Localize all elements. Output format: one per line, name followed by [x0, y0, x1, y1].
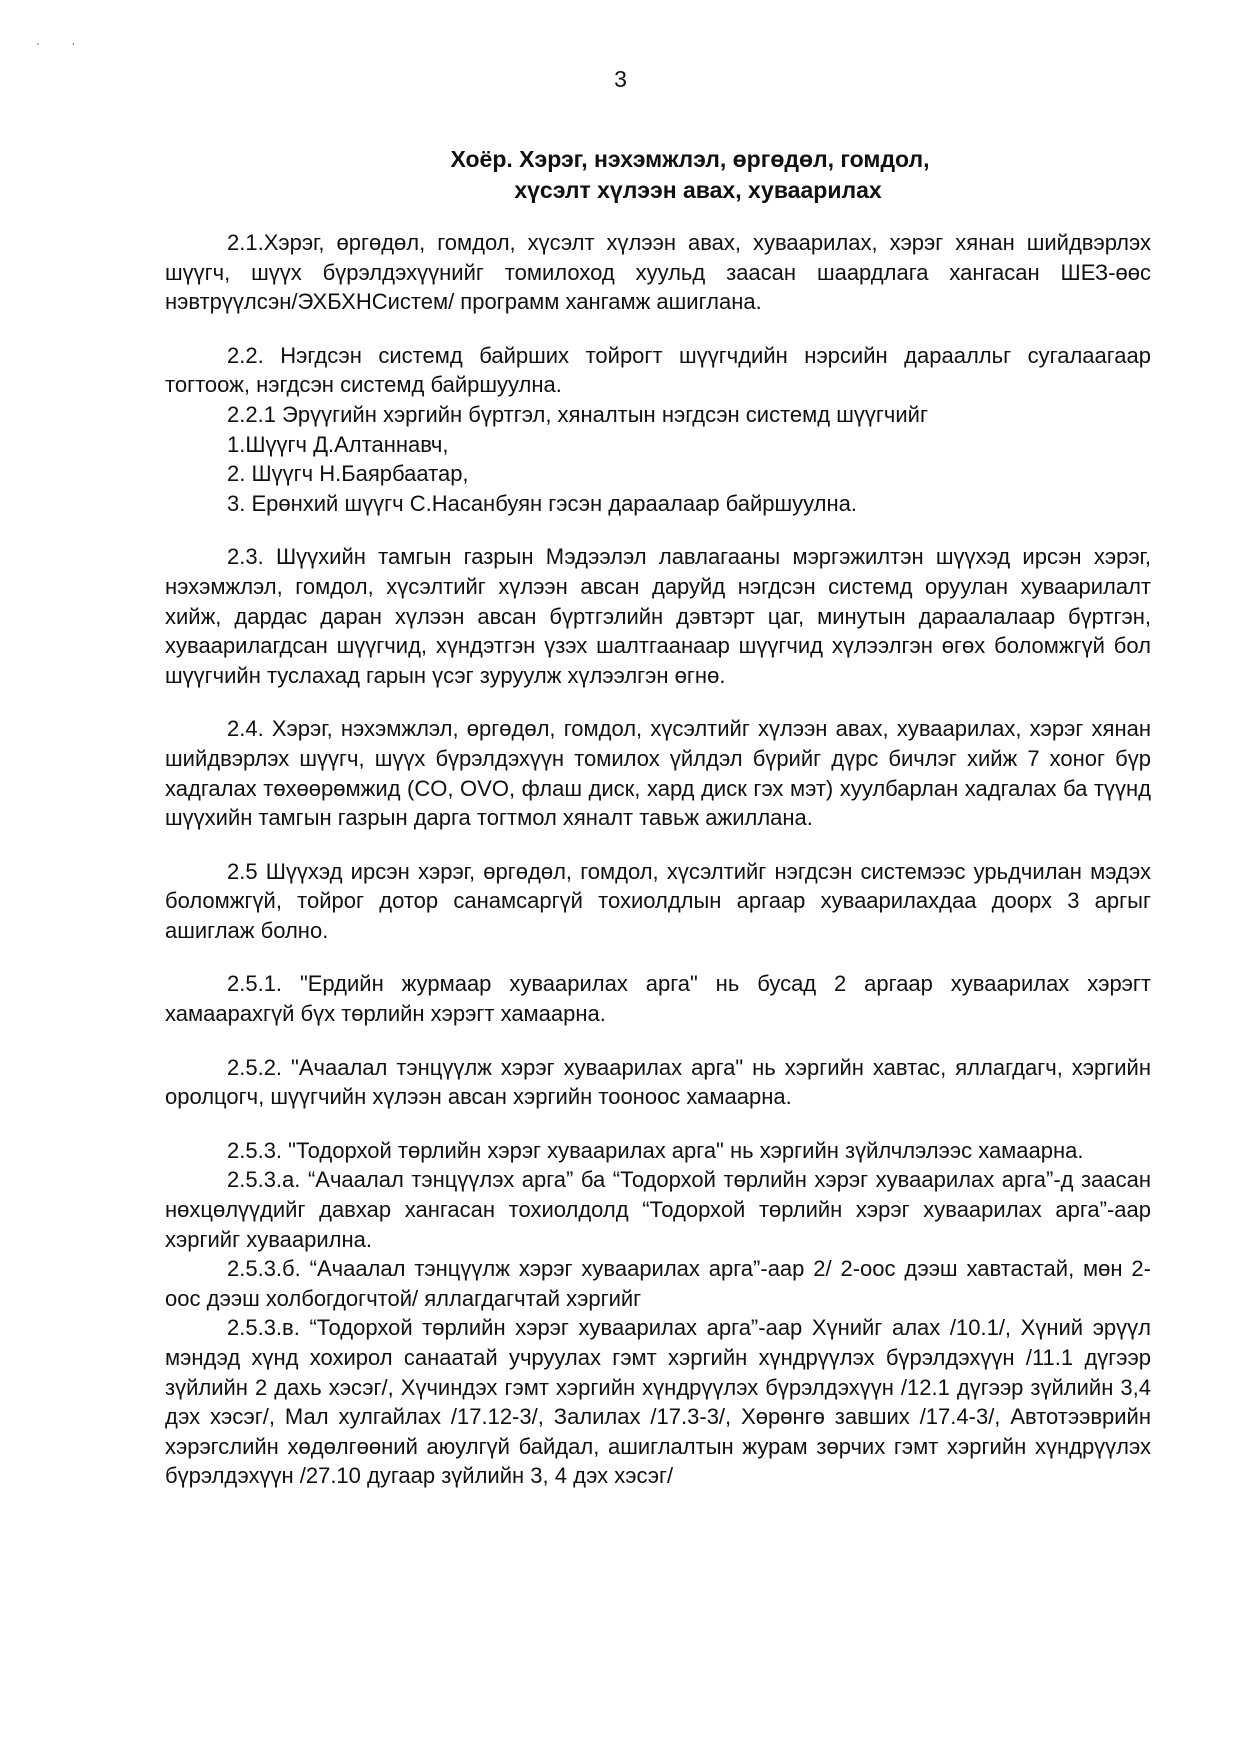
paragraph-2-2-1: 2.2.1 Эрүүгийн хэргийн бүртгэл, хяналтын нэгдсэн системд шүүгчийг	[227, 401, 928, 427]
paragraph-2-4: 2.4. Хэрэг, нэхэмжлэл, өргөдөл, гомдол, хүсэлтийг хүлээн авах, хуваарилах, хэрэг хянан шийдвэрлэх шүүгч, шүүх бүрэлдэхүүн томилох үйлдэл бүрийг дүрс бичлэг хийж 7 хоног бүр хадгалах төхөөрөмжид (CO, OVO, флаш диск, хард диск гэх мэт) хуулбарлан хадгалах ба түүнд шүүхийн тамгын газрын дарга тогтмол хяналт тавьж ажиллана.	[165, 716, 1151, 831]
paragraph-2-5-3: 2.5.3. "Тодорхой төрлийн хэрэг хуваарилах арга" нь хэргийн зүйлчлэлээс хамаарна.	[227, 1137, 1084, 1163]
section-title-line-2: хүсэлт хүлээн авах, хуваарилах	[514, 177, 882, 203]
section-title	[380, 144, 1000, 206]
paragraph-2-2: 2.2. Нэгдсэн системд байрших тойрогт шүүгчдийн нэрсийн дараалльг сугалаагаар тогтоож, нэгдсэн системд байршуулна.	[165, 342, 1151, 398]
paragraph-2-3: 2.3. Шүүхийн тамгын газрын Мэдээлэл лавлагааны мэргэжилтэн шүүхэд ирсэн хэрэг, нэхэмжлэл, гомдол, хүсэлтийг хүлээн авсан даруйд нэгдсэн системд оруулан хуваарилалт хийж, дардас даран хүлээн авсан бүртгэлийн дэвтэрт цаг, минутын дараалалаар бүртгэн, хуваарилагдсан шүүгчид, хүндэтгэн үзэх шалтгаанаар шүүгчид хүлээлгэн өгөх боломжгүй бол шүүгчийн туслахад гарын үсэг зуруулж хүлээлгэн өгнө.	[165, 544, 1151, 688]
paragraph-2-5-2: 2.5.2. "Ачаалал тэнцүүлж хэрэг хуваарилах арга" нь хэргийн хавтас, яллагдагч, хэргийн оролцогч, шүүгчийн хүлээн авсан хэргийн тооноос хамаарна.	[165, 1054, 1151, 1110]
paragraph-2-5-1: 2.5.1. "Ердийн журмаар хуваарилах арга" нь бусад 2 аргаар хуваарилах хэрэгт хамаарахгүй бүх төрлийн хэрэгт хамаарна.	[165, 971, 1151, 1027]
scan-artifact-marks: · ·	[36, 36, 90, 50]
section-title-line-1: Хоёр. Хэрэг, нэхэмжлэл, өргөдөл, гомдол,	[450, 146, 930, 172]
document-body	[165, 228, 1151, 1491]
paragraph-2-5-3-v: 2.5.3.в. “Тодорхой төрлийн хэрэг хуваарилах арга”-аар Хүнийг алах /10.1/, Хүний эрүүл мэндэд хүнд хохирол санаатай учруулах гэмт хэргийн хүндрүүлэх бүрэлдэхүүн /11.1 дүгээр зүйлийн 2 дахь хэсэг/, Хүчиндэх гэмт хэргийн хүндрүүлэх бүрэлдэхүүн /12.1 дүгээр зүйлийн 3,4 дэх хэсэг/, Мал хулгайлах /17.12-3/, Залилах /17.3-3/, Хөрөнгө завших /17.4-3/, Автотээврийн хэрэгслийн хөдөлгөөний аюулгүй байдал, ашиглалтын журам зөрчих гэмт хэргийн хүндрүүлэх бүрэлдэхүүн /27.10 дугаар зүйлийн 3, 4 дэх хэсэг/	[165, 1315, 1151, 1489]
judge-list-item-3: 3. Ерөнхий шүүгч С.Насанбуян гэсэн дараалаар байршуулна.	[227, 490, 858, 516]
paragraph-2-5: 2.5 Шүүхэд ирсэн хэрэг, өргөдөл, гомдол, хүсэлтийг нэгдсэн системээс урьдчилан мэдэх боломжгүй, тойрог дотор санамсаргүй тохиолдлын аргаар хуваарилахдаа доорх 3 аргыг ашиглаж болно.	[165, 858, 1151, 943]
paragraph-2-5-3-a: 2.5.3.а. “Ачаалал тэнцүүлэх арга” ба “Тодорхой төрлийн хэрэг хуваарилах арга”-д заасан нөхцөлүүдийг давхар хангасан тохиолдолд “Тодорхой төрлийн хэрэг хуваарилах арга”-аар хэргийг хуваарилна.	[165, 1167, 1151, 1252]
paragraph-2-1: 2.1.Хэрэг, өргөдөл, гомдол, хүсэлт хүлээн авах, хуваарилах, хэрэг хянан шийдвэрлэх шүүгч, шүүх бүрэлдэхүүнийг томилоход хуульд заасан шаардлага хангасан ШЕЗ-өөс нэвтрүүлсэн/ЭХБХНСистем/ программ хангамж ашиглана.	[165, 230, 1151, 315]
judge-list-item-2: 2. Шүүгч Н.Баярбаатар,	[227, 461, 469, 487]
paragraph-2-5-3-b: 2.5.3.б. “Ачаалал тэнцүүлж хэрэг хуваарилах арга”-аар 2/ 2-оос дээш хавтастай, мөн 2-оос дээш холбогдогчтой/ яллагдагчтай хэргийг	[165, 1256, 1151, 1311]
judge-list-item-1: 1.Шүүгч Д.Алтаннавч,	[227, 431, 449, 457]
page-number: 3	[614, 66, 627, 92]
